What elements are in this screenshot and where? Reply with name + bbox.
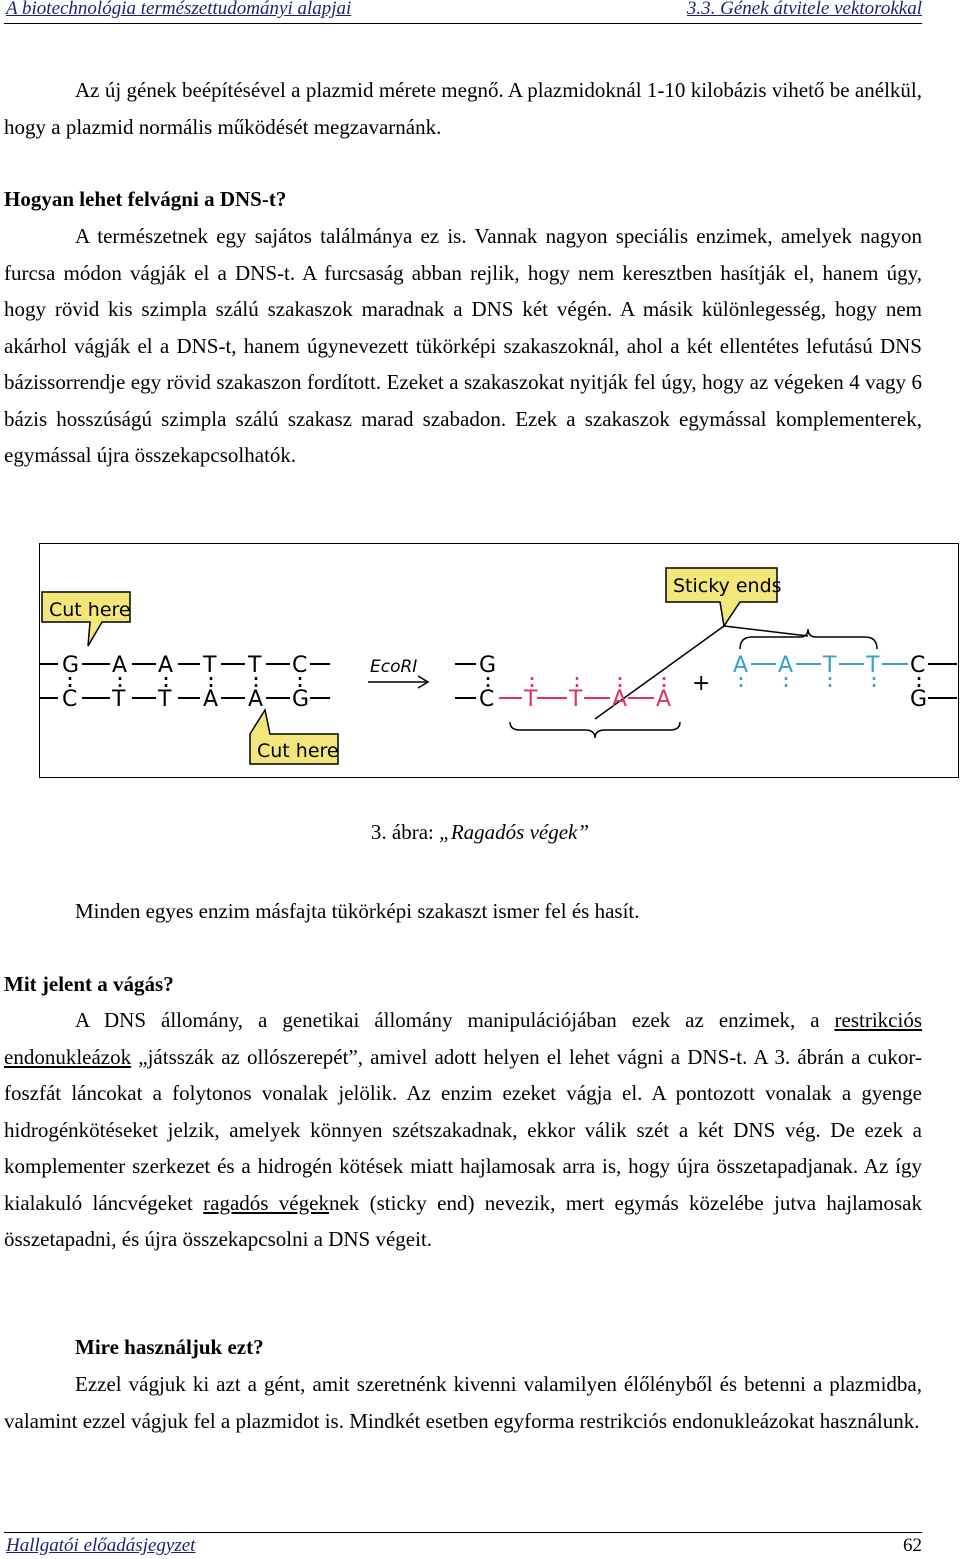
right-product xyxy=(733,653,957,712)
link-restriction-endonucleases[interactable]: restrikciós endonukleázok xyxy=(4,1008,922,1069)
header-section-title: 3.3. Gének átvitele vektorokkal xyxy=(686,0,922,19)
heading-what-is-cut: Mit jelent a vágás? xyxy=(4,972,174,996)
heading-cut-dna: Hogyan lehet felvágni a DNS-t? xyxy=(4,187,287,211)
callout-sticky-ends-text: Sticky ends xyxy=(673,575,782,597)
base-top-1: G xyxy=(62,653,80,678)
paragraph-plasmid-size: Az új gének beépítésével a plazmid mérete megnő. A plazmidoknál 1-10 kilobázis vihető be anélkül, hogy a plazmid normális működését megzavarnánk. xyxy=(4,78,922,139)
base-bottom-2: T xyxy=(112,687,126,712)
original-top-strand xyxy=(40,653,330,678)
right-product-top-c: C xyxy=(910,653,926,678)
enzyme-label: EcoRI xyxy=(370,657,418,677)
pointer-right-sticky xyxy=(724,626,808,636)
right-sticky-base-3: T xyxy=(823,653,837,678)
base-top-5: T xyxy=(248,653,262,678)
footer-title: Hallgatói előadásjegyzet xyxy=(6,1535,196,1556)
right-sticky-base-4: T xyxy=(866,653,880,678)
left-product-top-g: G xyxy=(479,653,497,678)
header-rule xyxy=(4,23,922,24)
heading-what-for: Mire használjuk ezt? xyxy=(75,1335,264,1359)
base-bottom-1: C xyxy=(62,687,78,712)
left-product xyxy=(455,653,671,712)
plus-sign: + xyxy=(692,671,711,696)
brace-right-sticky xyxy=(740,629,877,649)
link-sticky-ends[interactable]: ragadós végek xyxy=(203,1190,329,1215)
paragraph-enzyme-specificity: Minden egyes enzim másfajta tükörképi szakaszt ismer fel és hasít. xyxy=(75,899,640,923)
original-bottom-strand xyxy=(40,687,330,712)
figure-diagram xyxy=(40,544,957,776)
base-top-2: A xyxy=(112,653,128,678)
callout-cut-here-top xyxy=(42,592,131,646)
left-sticky-base-1: T xyxy=(524,687,538,712)
right-product-bottom-g: G xyxy=(910,687,928,712)
base-bottom-5: A xyxy=(248,687,264,712)
callout-sticky-ends xyxy=(666,568,782,626)
base-top-6: C xyxy=(292,653,308,678)
paragraph-usage: Ezzel vágjuk ki azt a gént, amit szeretnénk kivenni valamilyen élőlényből és betenni a plazmidba, valamint ezzel vágjuk fel a plazmidot is. Mindkét esetben egyforma restrikciós endonukleázokat használunk. xyxy=(4,1372,922,1433)
page-header xyxy=(0,0,960,28)
base-bottom-4: A xyxy=(203,687,219,712)
callout-cut-here-top-text: Cut here xyxy=(49,599,131,621)
left-sticky-base-3: A xyxy=(612,687,628,712)
left-sticky-base-4: A xyxy=(656,687,672,712)
base-bottom-3: T xyxy=(158,687,172,712)
brace-left-sticky xyxy=(510,722,680,738)
callout-cut-here-bottom xyxy=(250,710,339,764)
footer-rule xyxy=(4,1532,922,1533)
paragraph-cutting-part1: A DNS állomány, a genetikai állomány manipulációjában ezek az enzimek, a xyxy=(75,1008,835,1032)
paragraph-cutting-part3: nek (sticky end) nevezik, mert egymás közelébe jutva hajlamosak összetapadni, és újra összekapcsolni a DNS végeit. xyxy=(4,1190,923,1251)
paragraph-cutting xyxy=(4,1002,922,1258)
callout-cut-here-bottom-text: Cut here xyxy=(257,740,339,762)
page-number: 62 xyxy=(903,1535,922,1556)
left-sticky-base-2: T xyxy=(569,687,583,712)
caption-prefix: 3. ábra: xyxy=(370,820,434,844)
right-sticky-base-2: A xyxy=(778,653,794,678)
figure-sticky-ends xyxy=(39,543,959,778)
base-top-4: T xyxy=(203,653,217,678)
figure-caption xyxy=(0,820,960,845)
caption-title: „Ragadós végek” xyxy=(439,820,590,844)
left-product-bottom-c: C xyxy=(479,687,495,712)
header-book-title: A biotechnológia természettudományi alapjai xyxy=(6,0,352,19)
base-top-3: A xyxy=(158,653,174,678)
right-sticky-base-1: A xyxy=(733,653,749,678)
paragraph-enzymes: A természetnek egy sajátos találmánya ez is. Vannak nagyon speciális enzimek, amelyek nagyon furcsa módon vágják el a DNS-t. A furcsaság abban rejlik, hogy nem keresztben hasítják el, hanem úgy, hogy rövid kis szimpla szálú szakaszok maradnak a DNS két végén. A másik különlegesség, hogy nem akárhol vágják el a DNS-t, hanem úgynevezett tükörképi szakaszoknál, ahol a két ellentétes lefutású DNS bázissorrendje egy rövid szakaszon fordított. Ezeket a szakaszokat nyitják fel úgy, hogy az végeken 4 vagy 6 bázis hosszúságú szimpla szálú szakasz marad szabadon. Ezek a szakaszok egymással komplementerek, egymással újra összekapcsolhatók. xyxy=(4,224,922,467)
ecori-arrow xyxy=(368,657,428,688)
base-bottom-6: G xyxy=(292,687,310,712)
hydrogen-bonds-original xyxy=(70,677,300,690)
paragraph-cutting-part2: „játsszák az ollószerepét”, amivel adott helyen el lehet vágni a DNS-t. A 3. ábrán a cukor-foszfát láncokat a folytonos vonalak jelölik. Az enzim ezeket vágja el. A pontozott vonalak a gyenge hidrogénkötéseket jelzik, amelyek könnyen szétszakadnak, ekkor válik szét a két DNS vég. De ezek a komplementer szerkezet és a hidrogén kötések miatt hajlamosak arra is, hogy újra összetapadjanak. Az így kialakuló láncvégeket xyxy=(4,1044,922,1215)
